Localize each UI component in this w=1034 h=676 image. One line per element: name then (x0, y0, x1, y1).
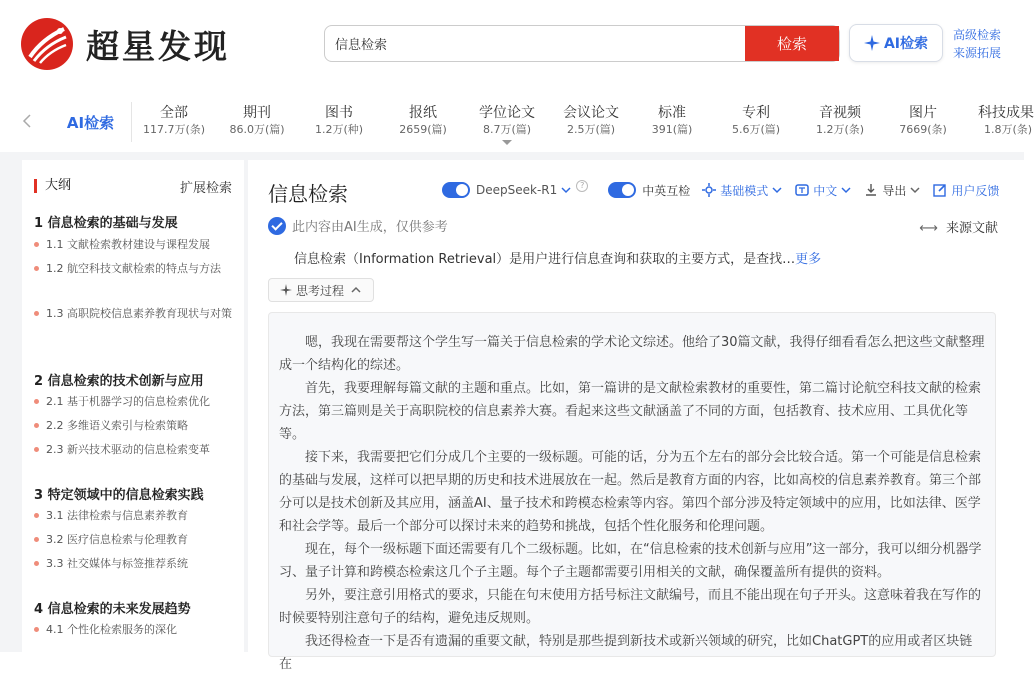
source-documents-link[interactable] (919, 217, 998, 236)
outline-sidebar (22, 160, 244, 652)
outline-item[interactable]: 2.1 基于机器学习的信息检索优化 (34, 391, 234, 412)
outline-item[interactable]: 4.1 个性化检索服务的深化 (34, 619, 234, 640)
tab-count: 8.7万(篇) (482, 123, 532, 136)
tab-all[interactable] (140, 104, 208, 144)
tab-thesis[interactable] (472, 104, 542, 144)
tab-name: 会议论文 (563, 105, 619, 121)
thinking-paragraph: 我还得检查一下是否有遗漏的重要文献，特别是那些提到新技术或新兴领域的研究，比如ChatGPT的应用或者区块链在 (279, 634, 973, 672)
search-box (324, 25, 840, 62)
outline-item[interactable]: 3.2 医疗信息检索与伦理教育 (34, 529, 234, 550)
tab-count: 117.7万(条) (142, 123, 206, 136)
summary-body: 信息检索（Information Retrieval）是用户进行信息查询和获取的主要方式，是查找… (294, 252, 796, 267)
tab-count: 2.5万(篇) (566, 123, 616, 136)
tab-count: 1.2万(条) (815, 123, 865, 136)
ai-disclaimer (268, 216, 448, 235)
chevron-down-icon (909, 184, 921, 196)
thinking-paragraph: 嗯，我现在需要帮这个学生写一篇关于信息检索的学术论文综述。他给了30篇文献，我得仔细看看怎么把这些文献整理成一个结构化的综述。 (279, 335, 985, 373)
thinking-process-toggle[interactable] (268, 278, 374, 302)
tab-ai-search[interactable]: AI检索 (50, 102, 132, 142)
thinking-process-box (268, 312, 996, 672)
source-expand-link[interactable]: 来源拓展 (953, 46, 1002, 60)
sparkle-icon (280, 284, 292, 296)
tab-count: 7669(条) (899, 123, 947, 136)
tab-journal[interactable] (224, 104, 290, 144)
ai-search-label: AI检索 (883, 36, 929, 52)
tab-count: 5.6万(篇) (731, 123, 781, 136)
tab-count: 2659(篇) (399, 123, 447, 136)
outline-item[interactable]: 2.2 多维语义索引与检索策略 (34, 415, 234, 436)
thinking-paragraph: 接下来，我需要把它们分成几个主要的一级标题。可能的话，分为五个左右的部分会比较合适。第一个可能是信息检索的基础与发展，这样可以把早期的历史和技术进展放在一起。然后是教育方面的内容，比如高校的信息素养教育。第三个部分可以是技术创新及其应用，涵盖AI、量子技术和跨模态检索等内容。第四个部分涉及特定领域中的应用，比如法律、医学和社会学等。最后一个部分可以探讨未来的趋势和挑战，包括个性化服务和伦理问题。 (279, 450, 982, 534)
mode-dropdown[interactable] (702, 182, 783, 199)
tab-count: 1.8万(条) (984, 123, 1033, 136)
toolbar (442, 180, 1011, 200)
tab-conference[interactable] (556, 104, 626, 144)
feedback-label: 用户反馈 (951, 183, 1000, 198)
chevron-left-icon[interactable] (22, 114, 36, 130)
chevron-down-icon (771, 184, 783, 196)
thinking-paragraph: 首先，我要理解每篇文献的主题和重点。比如，第一篇讲的是文献检索教材的重要性，第二篇讨论航空科技文献的检索方法，第三篇则是关于高职院校的信息素养大赛。看起来这些文献涵盖了不同的方面，包括教育、技术应用、工具优化等等。 (279, 381, 982, 442)
check-circle-icon (268, 217, 286, 235)
summary-text (294, 248, 994, 267)
tab-name: 报纸 (409, 105, 437, 121)
tab-name: 音视频 (819, 105, 861, 121)
tab-book[interactable] (306, 104, 372, 144)
chevron-up-icon (350, 284, 362, 296)
main-content (248, 160, 1024, 672)
chevron-down-icon (840, 184, 852, 196)
outline-section-title[interactable]: 1 信息检索的基础与发展 (34, 216, 178, 231)
tab-count: 86.0万(篇) (229, 123, 285, 136)
deepseek-label: DeepSeek-R1 (476, 183, 558, 197)
cn-en-toggle[interactable] (608, 182, 690, 199)
language-dropdown[interactable] (795, 182, 852, 199)
tab-count: 1.2万(种) (314, 123, 364, 136)
export-dropdown[interactable] (864, 182, 921, 199)
tab-patent[interactable] (722, 104, 790, 144)
tab-name: 学位论文 (479, 105, 535, 121)
toggle-switch[interactable] (442, 182, 470, 198)
outline-section-title[interactable]: 3 特定领域中的信息检索实践 (34, 488, 204, 503)
thinking-paragraph: 现在，每个一级标题下面还需要有几个二级标题。比如，在“信息检索的技术创新与应用”这一部分，我可以细分机器学习、量子计算和跨模态检索这几个子主题。每个子主题都需要引用相关的文献，确保覆盖所有提供的资料。 (279, 542, 982, 580)
outline-section-title[interactable]: 2 信息检索的技术创新与应用 (34, 374, 204, 389)
feedback-button[interactable] (933, 182, 999, 199)
thinking-paragraph: 另外，要注意引用格式的要求，只能在句末使用方括号标注文献编号，而且不能出现在句子开头。这意味着我在写作的时候要特别注意句子的结构，避免违反规则。 (279, 588, 982, 626)
mode-label: 基础模式 (720, 183, 769, 198)
edit-icon (933, 183, 947, 197)
tab-tech-result[interactable] (972, 104, 1034, 144)
outline-item[interactable]: 3.3 社交媒体与标签推荐系统 (34, 553, 234, 574)
expand-arrows-icon: ⟷ (919, 221, 938, 236)
advanced-search-link[interactable]: 高级检索 (953, 28, 1002, 42)
tab-name: 图书 (325, 105, 353, 121)
ai-note-text: 此内容由AI生成，仅供参考 (292, 220, 448, 235)
tab-count: 391(篇) (651, 123, 693, 136)
tab-newspaper[interactable] (388, 104, 458, 144)
logo-mark-icon (20, 17, 74, 71)
outline-item[interactable]: 2.3 新兴技术驱动的信息检索变革 (34, 439, 234, 460)
tab-image[interactable] (890, 104, 956, 144)
outline-item[interactable]: 1.2 航空科技文献检索的特点与方法 (34, 258, 234, 279)
deepseek-toggle[interactable] (442, 182, 588, 198)
outline-item[interactable]: 3.1 法律检索与信息素养教育 (34, 505, 234, 526)
outline-item[interactable]: 1.1 文献检索教材建设与课程发展 (34, 234, 234, 255)
download-icon (864, 183, 878, 197)
tab-name: 全部 (160, 105, 188, 121)
cn-en-label: 中英互检 (642, 183, 691, 198)
tab-standard[interactable] (640, 104, 704, 144)
logo-text: 超星发现 (86, 26, 230, 66)
help-icon[interactable]: ? (576, 180, 588, 192)
outline-item[interactable]: 1.3 高职院校信息素养教育现状与对策 (34, 303, 234, 324)
chevron-down-icon (560, 184, 572, 196)
search-button[interactable]: 检索 (745, 26, 839, 61)
outline-label: 大纲 (34, 179, 71, 193)
tab-name: 期刊 (243, 105, 271, 121)
source-label: 来源文献 (945, 221, 998, 236)
more-link[interactable]: 更多 (795, 252, 822, 267)
translate-icon (795, 183, 809, 197)
tab-name: 标准 (658, 105, 686, 121)
expand-search-link[interactable]: 扩展检索 (179, 180, 232, 196)
logo[interactable] (20, 14, 260, 74)
sidebar-header (34, 176, 232, 196)
adv-links (953, 26, 1013, 62)
tab-name: 专利 (742, 105, 770, 121)
page-title: 信息检索 (268, 182, 348, 206)
language-label: 中文 (813, 183, 838, 198)
search-input[interactable] (325, 26, 747, 61)
toggle-switch[interactable] (608, 182, 636, 198)
outline-section-title[interactable]: 4 信息检索的未来发展趋势 (34, 602, 191, 617)
header (0, 0, 1024, 92)
ai-search-button[interactable] (849, 24, 943, 62)
export-label: 导出 (882, 183, 907, 198)
mode-icon (702, 183, 716, 197)
category-bar (0, 92, 1034, 152)
sparkle-icon (864, 35, 880, 51)
tab-media[interactable] (806, 104, 874, 144)
tab-name: 图片 (909, 105, 937, 121)
think-label: 思考过程 (295, 283, 344, 298)
tab-name: 科技成果 (978, 105, 1034, 121)
caret-down-icon (502, 140, 512, 145)
